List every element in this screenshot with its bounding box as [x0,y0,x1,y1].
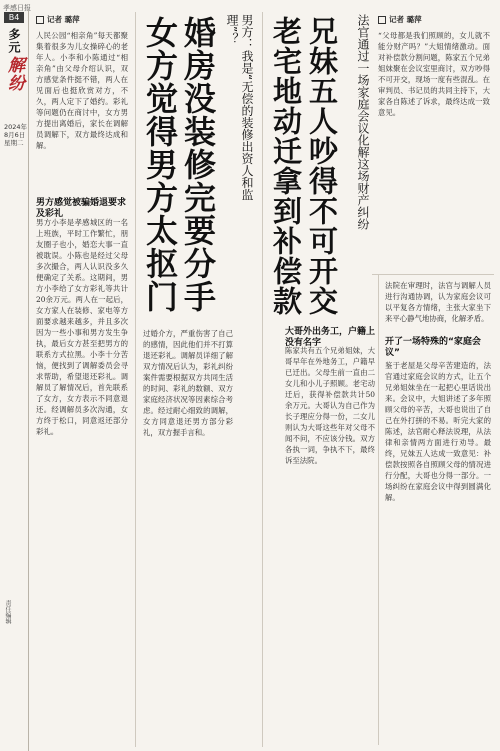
section-rule [372,274,494,275]
story2-byline [378,14,422,25]
story1-body: 男方小李是孝感城区的一名上班族，平时工作繁忙，朋友圈子也小，婚恋大事一直被耽误。小陈也是经过父母多次撮合，两人认识没多久便确定了关系。这期间，男方小李给了女方彩礼等共计20余万元。两人在一起后，女方家人在装修、家电等方面要求越来越多，并且多次因为一些小事和男方发生争执，最后女方甚至把男方的联系方式拉黑。小李十分苦恼，便找到了调解委员会寻求帮助，希望退还彩礼。调解员了解情况后，首先联系了女方，女方表示不同意退还。经调解员多次沟通，女方终于松口，同意返还部分彩礼。 [36,218,128,436]
column-rule [262,12,263,747]
column-rule [378,275,379,745]
headline1-title: 婚房没装修完要分手 女方觉得男方太抠门 [141,16,217,313]
story1-lead: 人民公园“相亲角”每天都聚集着很多为儿女操碎心的老年人。小李和小陈通过“相亲角”由父母介绍认识，双方感觉条件挺不错，两人在见面后也挺欣赏对方，不久，两人定下了婚约。彩礼等问题仍在商讨中，女方男方提出离婚后，家长在调解员调解下，双方最终达成和解。 [36,31,128,150]
column-rule [135,12,136,747]
date-year: 2024年 [4,123,28,131]
headline2-kicker: 法官通过一场家庭会议化解这场财产纠纷 [356,14,370,230]
story2-body-b: 法院在审理时，法官与调解人员进行沟通协调，认为家庭会议可以平复各方情绪，主张大家坐下来平心静气地协商，化解矛盾。 [385,281,491,323]
date-weekday: 星期二 [4,139,24,147]
story1-byline [36,14,80,25]
section-logo: 解纷 [4,56,24,92]
story2-subheading-b: 开了一场特殊的“家庭会议” [385,337,481,358]
page-number: B4 [4,12,24,23]
left-strip [0,10,29,751]
story1-subheading: 男方感觉被骗婚退要求及彩礼 [36,198,127,219]
story2-body-c: 鉴于老屋是父母辛苦建造的，法官通过家庭会议的方式，让五个兄弟姐妹坐在一起把心里话说出来。会议中，大姐讲述了多年照顾父母的辛苦，大哥也说出了自己在外打拼的不易。听完大家的陈述，法官耐心释法说理，从法律和亲情两方面进行劝导。最终，兄妹五人达成一致意见：补偿款按照各自照顾父母的情况进行分配，大哥也分得一部分。一场纠纷在家庭会议中得到圆满化解。 [385,361,491,502]
headline2-title: 兄妹五人吵得不可开交 老宅地动迁拿到补偿款 [269,16,339,316]
masthead: 孝感日报 [3,4,31,12]
story2-lead: “父母都是我们照顾的，女儿就不能分财产吗？”大姐情绪激动。面对补偿款分割问题，陈家五个兄弟姐妹聚在会议室里商讨，双方吵得不可开交，现场一度有些混乱。在审判员、书记员的共同主持下，大家各自陈述了诉求，最终达成一致意见。 [378,31,490,117]
date-block [4,123,28,147]
byline-box-icon [378,16,386,24]
headline1-kicker: 男方：我是“无偿的装修出资人和监理”？ [225,14,254,201]
story2-body-a: 陈家共有五个兄弟姐妹，大哥早年在外地务工，户籍早已迁出。父母生前一直由二女儿和小儿子照顾。老宅动迁后，获得补偿款共计50余万元。大哥认为自己作为长子理应分得一份，二女儿则认为大哥这些年对父母不闻不问，不应该分钱。双方各执一词，争执不下，最终诉至法院。 [285,346,375,465]
byline-text: 记者 璐萍 [389,15,422,24]
date-day: 8月6日 [4,131,26,139]
story2-subheading-a: 大哥外出务工，户籍上没有名字 [285,327,376,348]
section-name: 多元 [7,28,21,54]
byline-box-icon [36,16,44,24]
byline-text: 记者 璐萍 [47,15,80,24]
story1-body-col2: 过婚介方，严重伤害了自己的感情，因此他们并不打算退还彩礼。调解员详细了解双方情况后认为，彩礼纠纷案件需要根据双方共同生活的时间、彩礼的数额、双方家庭经济状况等因素综合考虑。经过耐心细致的调解，女方同意退还男方部分彩礼，双方握手言和。 [143,329,233,437]
footer-note: 责任编辑 [4,600,11,624]
